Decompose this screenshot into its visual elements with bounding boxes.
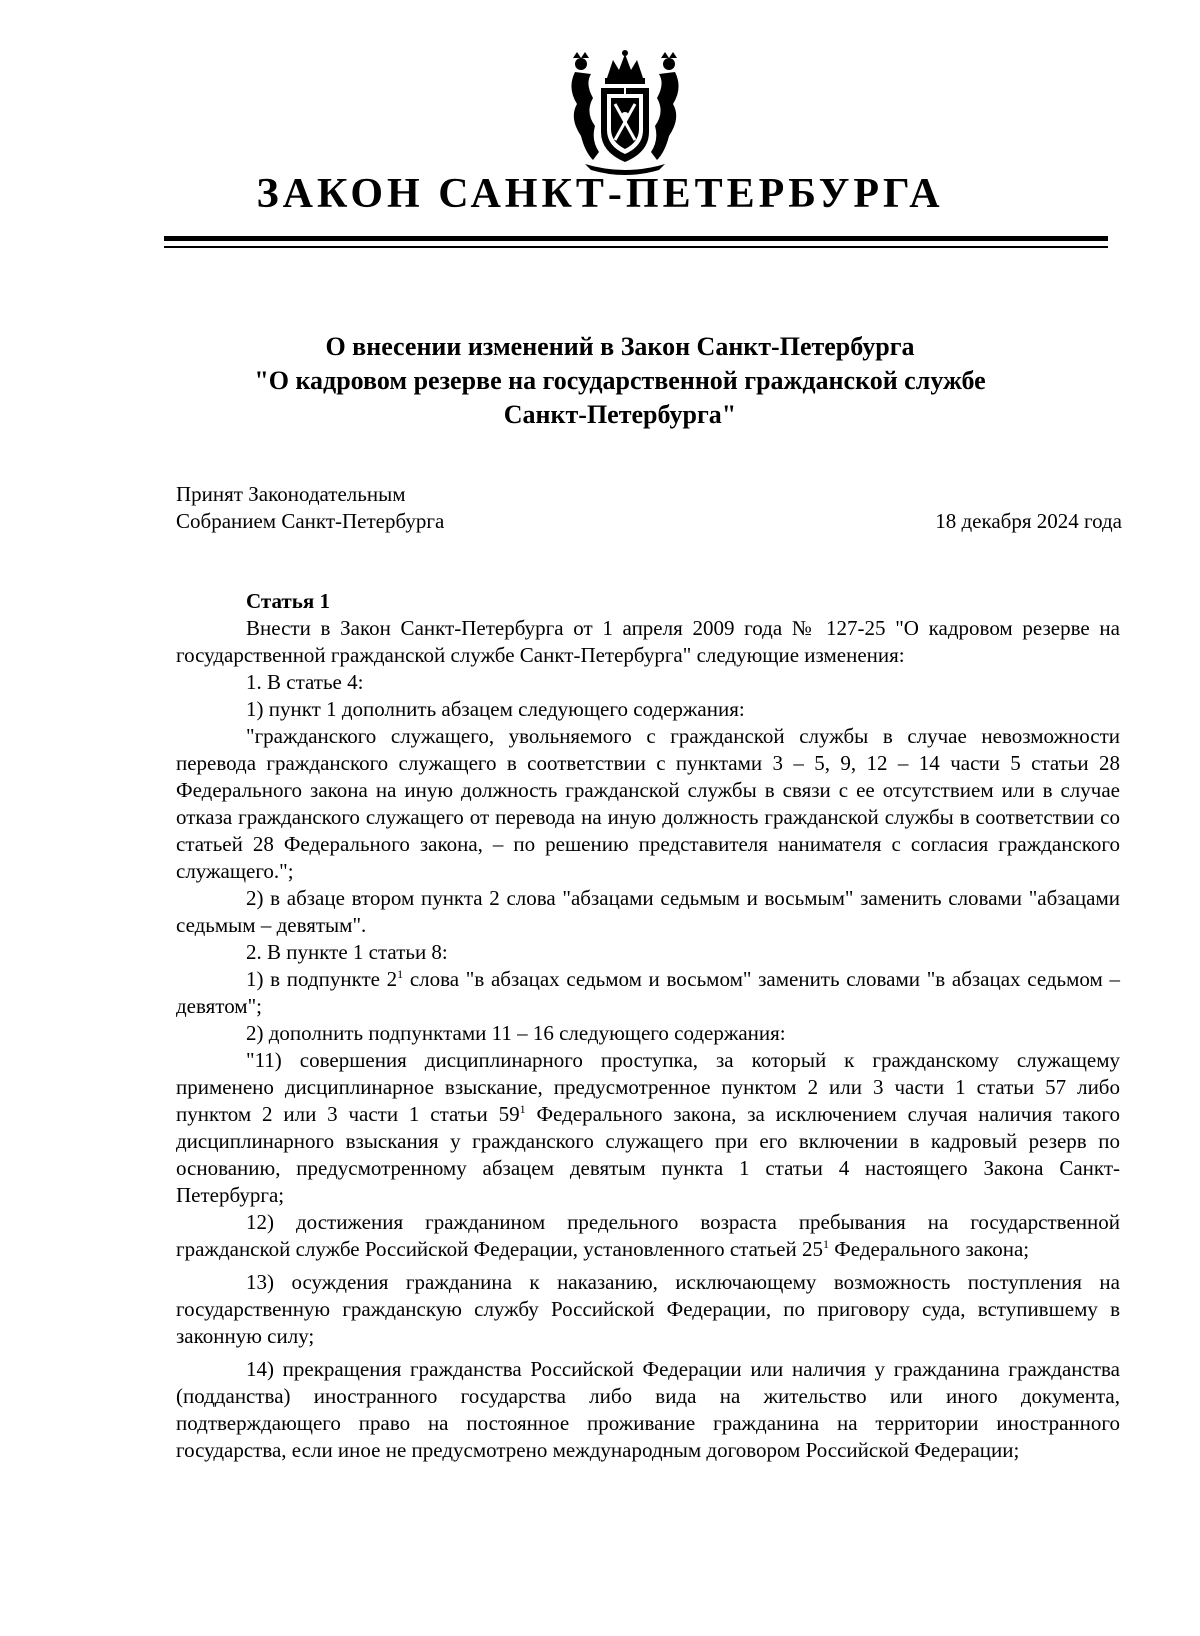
title-line-2: "О кадровом резерве на государственной гражданской службе — [254, 366, 986, 395]
adoption-line-2: Собранием Санкт-Петербурга — [176, 509, 445, 533]
article-body — [176, 588, 1120, 1464]
law-header: ЗАКОН САНКТ-ПЕТЕРБУРГА — [256, 171, 944, 217]
paragraph-text: "11) совершения дисциплинарного проступка, за который к гражданскому служащему применено дисциплинарное взыскание, предусмотренное пунктом 2 или 3 части 1 статьи 57 либо пунктом 2 или 3 части 1 статьи 59 — [176, 1048, 1120, 1126]
paragraph: 14) прекращения гражданства Российской Федерации или наличия у гражданина гражданства (подданства) иностранного государства либо вида на жительство или иного документа, подтверждающего право на постоянное проживание гражданина на территории иностранного государства, если иное не предусмотрено международным договором Российской Федерации; — [176, 1357, 1120, 1462]
coat-of-arms-emblem — [555, 48, 695, 176]
superscript: 1 — [822, 1237, 829, 1251]
paragraph: 2) дополнить подпунктами 11 – 16 следующего содержания: — [246, 1021, 786, 1045]
superscript: 1 — [397, 967, 404, 981]
paragraph-text: слова "в абзацах седьмом и восьмом" заменить словами "в абзацах седьмом – девятом"; — [176, 967, 1120, 1018]
paragraph-text: Федерального закона; — [828, 1237, 1030, 1261]
document-title — [120, 330, 1120, 432]
paragraph: 1) пункт 1 дополнить абзацем следующего содержания: — [246, 697, 745, 721]
st-petersburg-coat-of-arms-icon — [555, 48, 695, 176]
header-rule-thin — [164, 246, 1108, 248]
adoption-date: 18 декабря 2024 года — [935, 509, 1122, 533]
header-rule-thick — [164, 236, 1108, 241]
article-heading: Статья 1 — [246, 589, 330, 613]
paragraph-text: 12) достижения гражданином предельного возраста пребывания на государственной гражданской службе Российской Федерации, установленного статьей 25 — [176, 1210, 1120, 1261]
paragraph: 2. В пункте 1 статьи 8: — [246, 940, 448, 964]
paragraph-text: 1) в подпункте 2 — [246, 967, 398, 991]
title-line-3: Санкт-Петербурга" — [503, 400, 737, 429]
paragraph-text: Федерального закона, за исключением случая наличия такого дисциплинарного взыскания у гражданского служащего при его включении в кадровый резерв по основанию, предусмотренному абзацем девятым пункта 1 статьи 4 настоящего Закона Санкт-Петербурга; — [176, 1102, 1120, 1207]
paragraph — [176, 1047, 1120, 1209]
paragraph — [176, 1209, 1120, 1263]
paragraph: "гражданского служащего, увольняемого с гражданской службы в случае невозможности перевода гражданского служащего в соответствии с пунктами 3 – 5, 9, 12 – 14 части 5 статьи 28 Федерального закона на иную должность гражданской службы в связи с ее отсутствием или в случае отказа гражданского служащего от перевода на иную должность гражданской службы в соответствии со статьей 28 Федерального закона, – по решению представителя нанимателя с согласия гражданского служащего."; — [176, 724, 1120, 883]
paragraph: 2) в абзаце втором пункта 2 слова "абзацами седьмым и восьмым" заменить словами "абзацами седьмым – девятым". — [176, 886, 1120, 937]
paragraph: 13) осуждения гражданина к наказанию, исключающему возможность поступления на государственную гражданскую службу Российской Федерации, по приговору суда, вступившему в законную силу; — [176, 1270, 1120, 1348]
paragraph — [176, 966, 1120, 1020]
paragraph: 1. В статье 4: — [246, 670, 364, 694]
adoption-line-1: Принят Законодательным — [176, 482, 406, 506]
adoption-statement — [176, 481, 444, 535]
superscript: 1 — [519, 1102, 526, 1116]
paragraph: Внести в Закон Санкт-Петербурга от 1 апреля 2009 года № 127-25 "О кадровом резерве на государственной гражданской службе Санкт-Петербурга" следующие изменения: — [176, 616, 1120, 667]
title-line-1: О внесении изменений в Закон Санкт-Петербурга — [325, 332, 915, 361]
